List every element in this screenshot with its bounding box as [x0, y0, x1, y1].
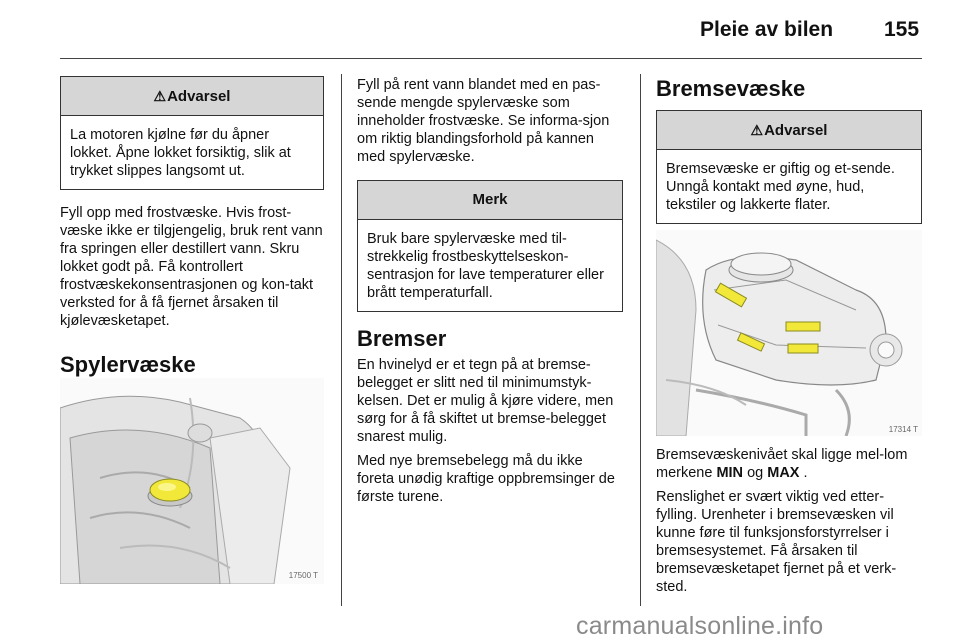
note-box-title: Merk — [358, 181, 622, 220]
section-heading-spylervaske: Spylervæske — [60, 352, 196, 377]
warning-triangle-icon: ⚠ — [750, 122, 764, 138]
brake-fluid-figure — [656, 230, 922, 436]
warning-box-title — [61, 77, 323, 116]
warning-title-text: Advarsel — [764, 122, 828, 139]
page-number: 155 — [884, 18, 920, 41]
column-3 — [656, 76, 922, 224]
column-1 — [60, 76, 324, 378]
column-3-bottom — [656, 446, 922, 596]
level-text-mid: og — [743, 465, 768, 481]
coolant-paragraph: Fyll opp med frostvæske. Hvis frost-væske ikke er tilgjengelig, bruk rent vann fra springen eller destillert vann. Skru lokket godt på. Få kontrollert frostvæskekonsentrasjonen og kon-takt verksted for å få fjernet årsaken til kjølevæsketapet. — [60, 205, 323, 329]
brakes-paragraph-1: En hvinelyd er et tegn på at bremse-belegget er slitt ned til minimumstyk-kelsen. Det er mulig å kjøre videre, men sørg for å få skiftet ut bremse-belegget snarest mulig. — [357, 357, 614, 445]
warning-title-text: Advarsel — [167, 88, 231, 105]
note-text: Bruk bare spylervæske med til-strekkelig frostbeskyttelseskon-sentrasjon for lave temperaturer eller brått temperaturfall. — [367, 231, 604, 301]
level-text-after: . — [799, 465, 808, 481]
warning-text: La motoren kjølne før du åpner lokket. Åpne lokket forsiktig, slik at trykket slippes langsomt ut. — [70, 127, 291, 179]
washer-fluid-illustration — [60, 378, 324, 584]
warning-text: Bremsevæske er giftig og et-sende. Unngå kontakt med øyne, hud, tekstiler og lakkerte flater. — [666, 161, 895, 213]
washer-fluid-figure — [60, 378, 324, 584]
section-heading-bremser: Bremser — [357, 326, 447, 351]
brakes-paragraph-2: Med nye bremsebelegg må du ikke foreta unødig kraftige oppbremsinger de første turene. — [357, 453, 615, 505]
warning-box-title — [657, 111, 921, 150]
watermark: carmanualsonline.info — [576, 612, 824, 640]
warning-triangle-icon: ⚠ — [153, 88, 167, 104]
washer-paragraph: Fyll på rent vann blandet med en pas-sende mengde spylervæske som inneholder frostvæske. Se informa-sjon om riktig blandingsforhold på kannen med spylervæske. — [357, 77, 610, 165]
min-label: MIN — [716, 465, 744, 481]
header-rule — [60, 58, 922, 59]
cleanliness-paragraph: Renslighet er svært viktig ved etter-fylling. Urenheter i bremsevæsken vil kunne føre til funksjonsforstyrrelser i bremsesystemet. Få årsaken til bremsevæsketapet fjernet på et verk-sted. — [656, 489, 897, 595]
brake-fluid-illustration — [656, 230, 922, 436]
column-divider-2 — [640, 74, 641, 606]
brake-fluid-warning-box — [656, 110, 922, 224]
level-text-before: Bremsevæskenivået skal ligge mel-lom merkene — [656, 447, 908, 481]
coolant-warning-box — [60, 76, 324, 190]
column-2 — [357, 76, 623, 506]
max-label: MAX — [767, 465, 800, 481]
section-heading-bremsevaske: Bremsevæske — [656, 76, 806, 101]
figure-code: 17314 T — [888, 425, 918, 434]
column-divider-1 — [341, 74, 342, 606]
figure-code: 17500 T — [288, 571, 318, 580]
note-box — [357, 180, 623, 312]
page-header-title: Pleie av bilen — [700, 18, 834, 41]
brake-fluid-level-paragraph — [656, 446, 922, 482]
